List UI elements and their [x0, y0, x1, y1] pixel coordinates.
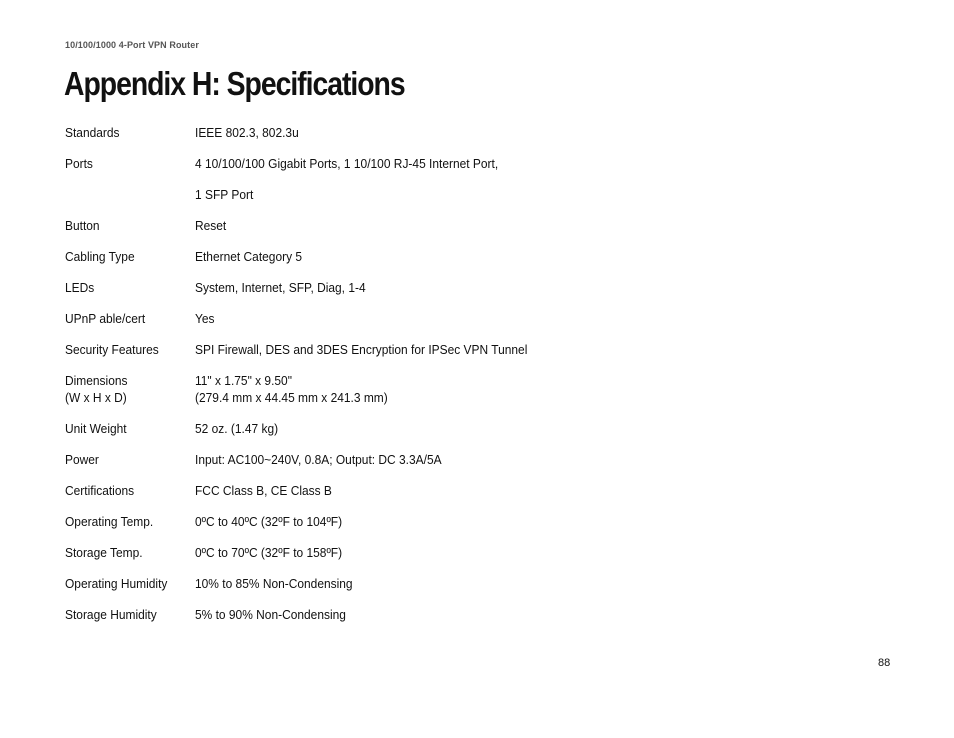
spec-label: Dimensions: [65, 373, 128, 388]
spec-row-ports: [65, 155, 625, 203]
spec-label: Security Features: [65, 342, 159, 357]
spec-row-leds: [65, 279, 625, 296]
spec-value: IEEE 802.3, 802.3u: [195, 125, 299, 140]
spec-value: Yes: [195, 311, 215, 326]
spec-value: 0ºC to 40ºC (32ºF to 104ºF): [195, 514, 343, 529]
spec-row-operating-humidity: [65, 575, 625, 592]
spec-row-power: [65, 451, 625, 468]
spec-row-button: [65, 217, 625, 234]
spec-row-storage-humidity: [65, 606, 625, 623]
spec-value: 0ºC to 70ºC (32ºF to 158ºF): [195, 545, 343, 560]
spec-row-standards: [65, 124, 625, 141]
spec-value-continued: (279.4 mm x 44.45 mm x 241.3 mm): [195, 390, 388, 405]
spec-value-continued: 1 SFP Port: [195, 187, 254, 202]
spec-label-continued: (W x H x D): [65, 390, 127, 405]
spec-row-operating-temp: [65, 513, 625, 530]
spec-label: UPnP able/cert: [65, 311, 146, 326]
page-number: 88: [878, 657, 891, 669]
spec-label: Cabling Type: [65, 249, 135, 264]
spec-row-upnp: [65, 310, 625, 327]
spec-row-storage-temp: [65, 544, 625, 561]
spec-label: Standards: [65, 125, 120, 140]
spec-value: 11" x 1.75" x 9.50": [195, 373, 292, 388]
spec-row-security-features: [65, 341, 625, 358]
spec-label: Operating Humidity: [65, 576, 168, 591]
spec-value: 10% to 85% Non-Condensing: [195, 576, 353, 591]
spec-value: Input: AC100~240V, 0.8A; Output: DC 3.3A/5A: [195, 452, 442, 467]
spec-row-unit-weight: [65, 420, 625, 437]
spec-row-dimensions: [65, 372, 625, 406]
spec-value: 5% to 90% Non-Condensing: [195, 607, 346, 622]
running-header: 10/100/1000 4-Port VPN Router: [65, 40, 199, 50]
spec-label: Power: [65, 452, 99, 467]
specifications-table: [65, 124, 625, 637]
spec-label: Storage Temp.: [65, 545, 143, 560]
spec-value: FCC Class B, CE Class B: [195, 483, 332, 498]
spec-label: LEDs: [65, 280, 95, 295]
spec-row-certifications: [65, 482, 625, 499]
spec-label: Storage Humidity: [65, 607, 157, 622]
spec-value: Reset: [195, 218, 227, 233]
spec-value: System, Internet, SFP, Diag, 1-4: [195, 280, 366, 295]
spec-label: Button: [65, 218, 100, 233]
spec-value: 4 10/100/100 Gigabit Ports, 1 10/100 RJ-45 Internet Port,: [195, 156, 499, 171]
spec-value: SPI Firewall, DES and 3DES Encryption for IPSec VPN Tunnel: [195, 342, 528, 357]
spec-label: Certifications: [65, 483, 135, 498]
page-title: Appendix H: Specifications: [64, 65, 405, 102]
spec-value: Ethernet Category 5: [195, 249, 303, 264]
spec-label: Unit Weight: [65, 421, 127, 436]
spec-label: Ports: [65, 156, 93, 171]
spec-value: 52 oz. (1.47 kg): [195, 421, 279, 436]
spec-label: Operating Temp.: [65, 514, 154, 529]
spec-row-cabling-type: [65, 248, 625, 265]
